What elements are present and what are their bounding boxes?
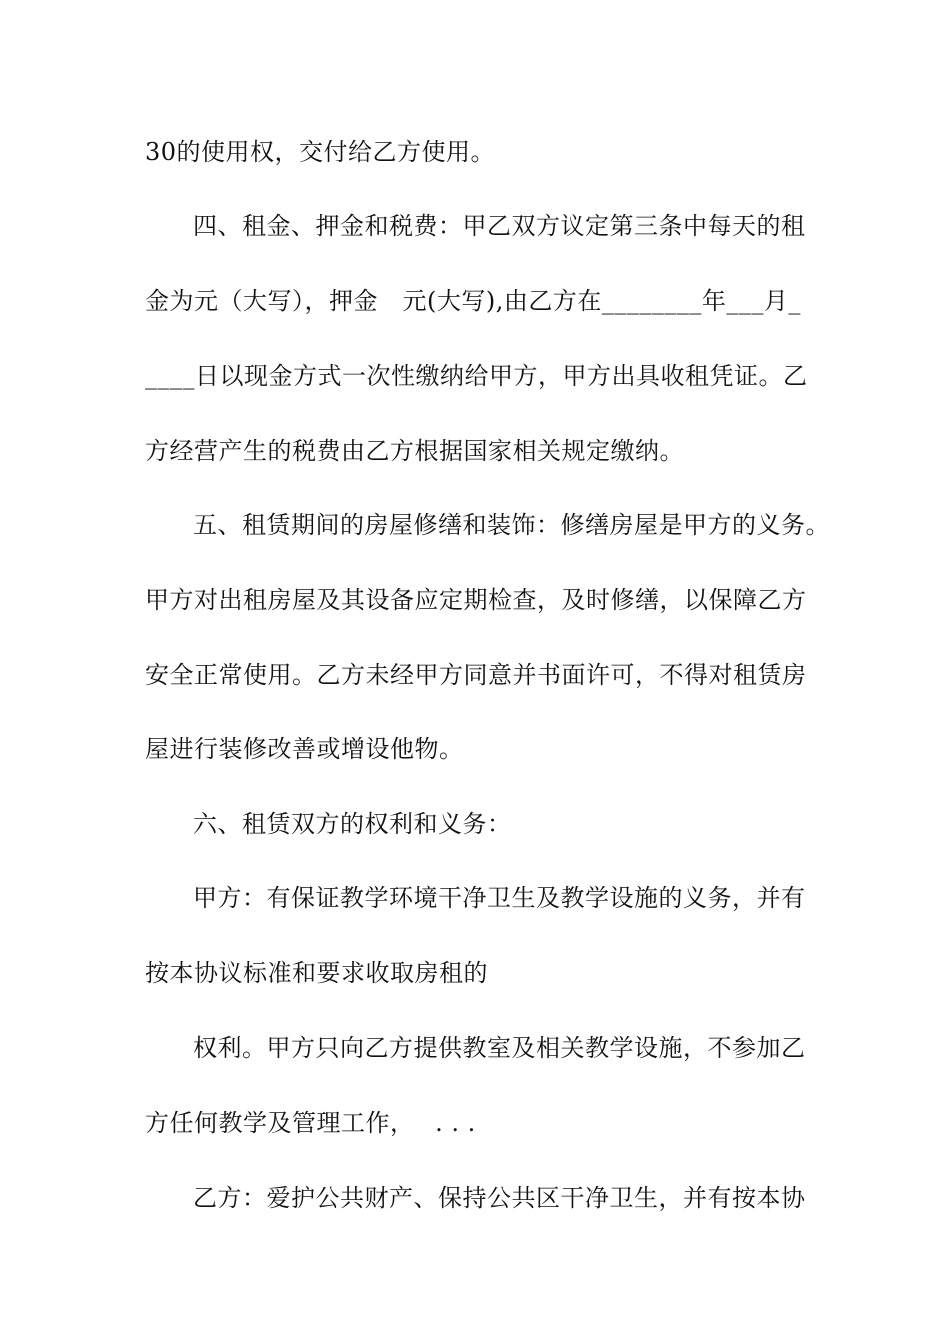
text-line-4: ____日以现金方式一次性缴纳给甲方，甲方出具收租凭证。乙 — [145, 362, 808, 390]
text-line-7: 甲方对出租房屋及其设备应定期检查，及时修缮，以保障乙方 — [145, 586, 807, 614]
text-line-5: 方经营产生的税费由乙方根据国家相关规定缴纳。 — [145, 437, 684, 465]
text-line-2: 四、租金、押金和税费：甲乙双方议定第三条中每天的租 — [193, 212, 806, 240]
text-line-8: 安全正常使用。乙方未经甲方同意并书面许可，不得对租赁房 — [145, 661, 807, 689]
text-line-10: 六、租赁双方的权利和义务： — [193, 810, 512, 838]
text-line-12: 按本协议标准和要求收取房租的 — [145, 959, 488, 987]
text-line-9: 屋进行装修改善或增设他物。 — [145, 735, 464, 763]
text-line-1: 30的使用权，交付给乙方使用。 — [145, 138, 496, 166]
text-line-6: 五、租赁期间的房屋修缮和装饰：修缮房屋是甲方的义务。 — [193, 511, 830, 539]
text-line-3: 金为元（大写），押金 元(大写),由乙方在________年___月_ — [145, 287, 801, 315]
text-line-15: 乙方：爱护公共财产、保持公共区干净卫生，并有按本协 — [193, 1184, 806, 1212]
text-line-11: 甲方：有保证教学环境干净卫生及教学设施的义务，并有 — [193, 884, 806, 912]
text-line-13: 权利。甲方只向乙方提供教室及相关教学设施，不参加乙 — [193, 1034, 806, 1062]
text-line-14: 方任何教学及管理工作， . . . — [145, 1109, 476, 1137]
